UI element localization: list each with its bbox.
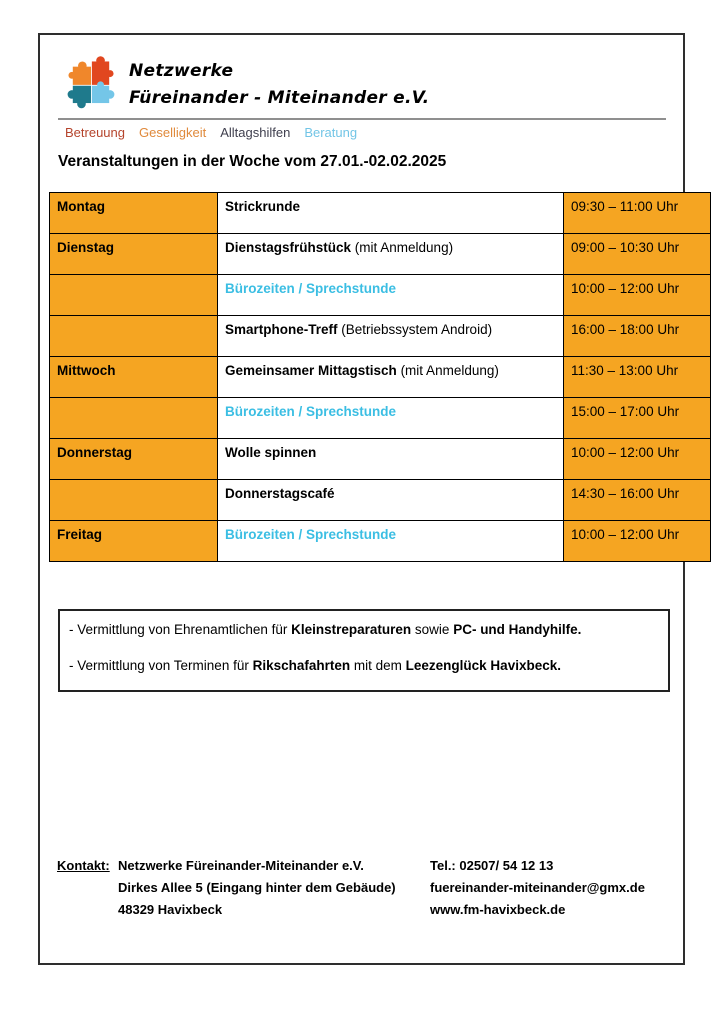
nav-bar [65,125,357,140]
schedule-day-cell [50,316,218,357]
contact-address-line: Dirkes Allee 5 (Eingang hinter dem Gebäude) [118,880,396,895]
contact-info-line: fuereinander-miteinander@gmx.de [430,880,645,895]
header-divider [58,118,666,120]
puzzle-piece-orange [68,61,91,84]
note-line: - Vermittlung von Terminen für Rikschafahrten mit dem Leezenglück Havixbeck. [69,658,561,673]
contact-label: Kontakt: [57,858,110,873]
schedule-event-cell: Bürozeiten / Sprechstunde [218,521,564,562]
schedule-day-cell [50,398,218,439]
contact-info-line: Tel.: 02507/ 54 12 13 [430,858,554,873]
schedule-day-cell [50,275,218,316]
schedule-time-cell: 15:00 – 17:00 Uhr [564,398,711,439]
page-frame [38,33,685,965]
schedule-day-cell: Montag [50,193,218,234]
contact-address-line: 48329 Havixbeck [118,902,223,917]
table-row [50,398,711,439]
schedule-event-cell: Gemeinsamer Mittagstisch (mit Anmeldung) [218,357,564,398]
schedule-event-cell: Donnerstagscafé [218,480,564,521]
schedule-table-body [50,193,711,562]
schedule-time-cell: 10:00 – 12:00 Uhr [564,521,711,562]
table-row [50,193,711,234]
schedule-table [49,192,711,562]
table-row [50,234,711,275]
org-title-line1: Netzwerke [129,61,234,81]
schedule-event-cell: Strickrunde [218,193,564,234]
schedule-time-cell: 16:00 – 18:00 Uhr [564,316,711,357]
notes-lines [69,622,659,673]
contact-address [118,855,396,921]
schedule-time-cell: 11:30 – 13:00 Uhr [564,357,711,398]
table-row [50,275,711,316]
schedule-time-cell: 09:30 – 11:00 Uhr [564,193,711,234]
schedule-event-cell: Bürozeiten / Sprechstunde [218,398,564,439]
table-row [50,480,711,521]
page-title: Veranstaltungen in der Woche vom 27.01.-02.02.2025 [58,153,447,170]
schedule-time-cell: 14:30 – 16:00 Uhr [564,480,711,521]
note-line: - Vermittlung von Ehrenamtlichen für Kleinstreparaturen sowie PC- und Handyhilfe. [69,622,582,637]
schedule-day-cell: Mittwoch [50,357,218,398]
puzzle-piece-red [92,56,114,85]
contact-address-line: Netzwerke Füreinander-Miteinander e.V. [118,858,364,873]
schedule-time-cell: 10:00 – 12:00 Uhr [564,439,711,480]
schedule-day-cell: Donnerstag [50,439,218,480]
schedule-day-cell: Freitag [50,521,218,562]
table-row [50,439,711,480]
puzzle-logo-icon [65,55,117,113]
schedule-day-cell: Dienstag [50,234,218,275]
nav-item-beratung: Beratung [304,125,358,140]
schedule-event-cell: Smartphone-Treff (Betriebssystem Android) [218,316,564,357]
contact-info [430,855,645,921]
nav-item-betreuung: Betreuung [65,125,125,140]
schedule-event-cell: Bürozeiten / Sprechstunde [218,275,564,316]
notes-box [58,609,670,692]
contact-info-line: www.fm-havixbeck.de [430,902,566,917]
schedule-event-cell: Wolle spinnen [218,439,564,480]
table-row [50,357,711,398]
nav-item-alltagshilfen: Alltagshilfen [220,125,291,140]
logo [65,55,429,113]
nav-item-geselligkeit: Geselligkeit [139,125,207,140]
puzzle-piece-teal [68,86,91,109]
schedule-time-cell: 09:00 – 10:30 Uhr [564,234,711,275]
table-row [50,316,711,357]
schedule-time-cell: 10:00 – 12:00 Uhr [564,275,711,316]
schedule-day-cell [50,480,218,521]
table-row [50,521,711,562]
schedule-event-cell: Dienstagsfrühstück (mit Anmeldung) [218,234,564,275]
org-title-line2: Füreinander - Miteinander e.V. [129,88,430,108]
org-title [129,58,429,112]
